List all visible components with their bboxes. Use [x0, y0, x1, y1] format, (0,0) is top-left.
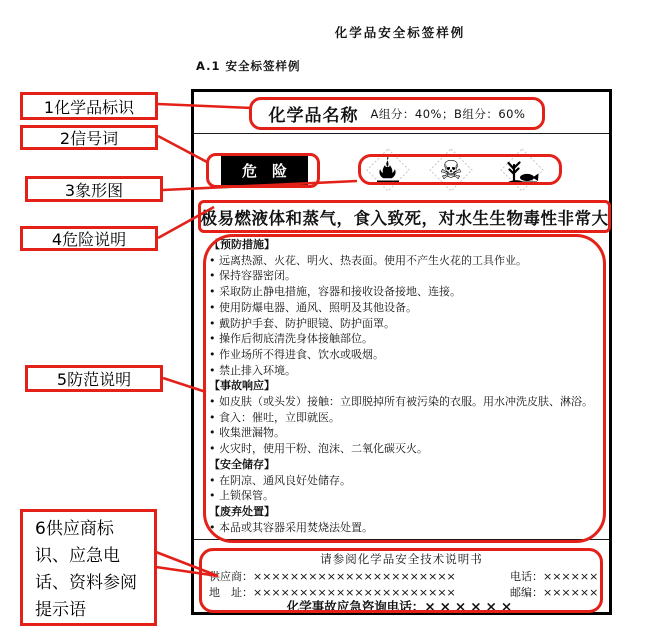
precaution-callout — [203, 234, 606, 543]
signal-word-callout — [206, 153, 320, 188]
precaution-item: • 使用防爆电器、通风、照明及其他设备。 — [209, 300, 417, 314]
precaution-section-heading: 【事故响应】 — [209, 379, 275, 393]
page-title: 化学品安全标签样例 — [334, 25, 466, 40]
address-value: ×××××××××××××××××××××× — [253, 586, 456, 599]
precaution-item: • 作业场所不得进食、饮水或吸烟。 — [209, 347, 384, 361]
emergency-label: 化学事故应急咨询电话： — [286, 599, 425, 614]
chemical-name: 化学品名称 — [268, 106, 359, 126]
precaution-item: • 操作后彻底清洗身体接触部位。 — [209, 332, 373, 346]
annotation-3-pictogram: 3象形图 — [25, 176, 163, 202]
precaution-item: • 保持容器密闭。 — [209, 269, 296, 283]
section-heading-a1: A.1 安全标签样例 — [196, 59, 301, 73]
precaution-item: • 如皮肤（或头发）接触：立即脱掉所有被污染的衣服。用水冲洗皮肤、淋浴。 — [209, 395, 593, 409]
svg-text:☠: ☠ — [439, 156, 463, 186]
safety-label-sample — [191, 89, 612, 615]
pictograms-callout — [358, 154, 562, 185]
divider-top — [194, 133, 609, 134]
annotation-6-supplier-info: 6供应商标识、应急电话、资料参阅提示语 — [20, 509, 157, 626]
postcode-label: 邮编： — [510, 586, 543, 599]
supplier-label: 供应商： — [209, 570, 253, 583]
precaution-section-heading: 【废弃处置】 — [209, 504, 275, 518]
precaution-section-heading: 【安全储存】 — [209, 457, 275, 471]
precaution-section-heading: 【预防措施】 — [209, 238, 275, 251]
precaution-item: • 采取防止静电措施，容器和接收设备接地、连接。 — [209, 285, 461, 299]
annotation-1-chemical-id: 1化学品标识 — [20, 92, 158, 120]
phone-label: 电话： — [510, 570, 543, 583]
postcode-value: ×××××× — [543, 586, 599, 599]
supplier-value: ×××××××××××××××××××××× — [253, 570, 456, 583]
precaution-item: • 火灾时，使用干粉、泡沫、二氧化碳灭火。 — [209, 442, 428, 456]
precaution-item: • 远离热源、火花、明火、热表面。使用不产生火花的工具作业。 — [209, 253, 527, 267]
annotation-4-hazard-statement: 4危险说明 — [20, 226, 158, 251]
supplier-callout — [199, 548, 603, 613]
address-label: 地 址： — [209, 586, 253, 599]
precaution-item: • 戴防护手套、防护眼镜、防护面罩。 — [209, 316, 395, 330]
precaution-item: • 食入：催吐，立即就医。 — [209, 410, 340, 424]
annotation-2-signal-word: 2信号词 — [20, 125, 158, 150]
emergency-value: ×××××× — [424, 599, 517, 615]
precaution-item: • 在阴凉、通风良好处储存。 — [209, 473, 351, 487]
phone-value: ×××××× — [543, 570, 599, 583]
precaution-item: • 收集泄漏物。 — [209, 426, 285, 440]
precaution-item: • 本品或其容器采用焚烧法处置。 — [209, 520, 373, 534]
composition: A组分：40%；B组分：60% — [370, 106, 526, 121]
hazard-statement-callout — [198, 200, 611, 233]
annotation-5-precaution: 5防范说明 — [25, 365, 163, 392]
sds-reference-note: 请参阅化学品安全技术说明书 — [320, 552, 483, 566]
chemical-name-callout — [249, 97, 545, 130]
precaution-item: • 禁止排入环境。 — [209, 363, 296, 377]
hazard-statement: 极易燃液体和蒸气，食入致死，对水生生物毒性非常大 — [200, 208, 609, 228]
signal-word: 危 险 — [221, 156, 308, 185]
precaution-item: • 上锁保管。 — [209, 489, 274, 503]
